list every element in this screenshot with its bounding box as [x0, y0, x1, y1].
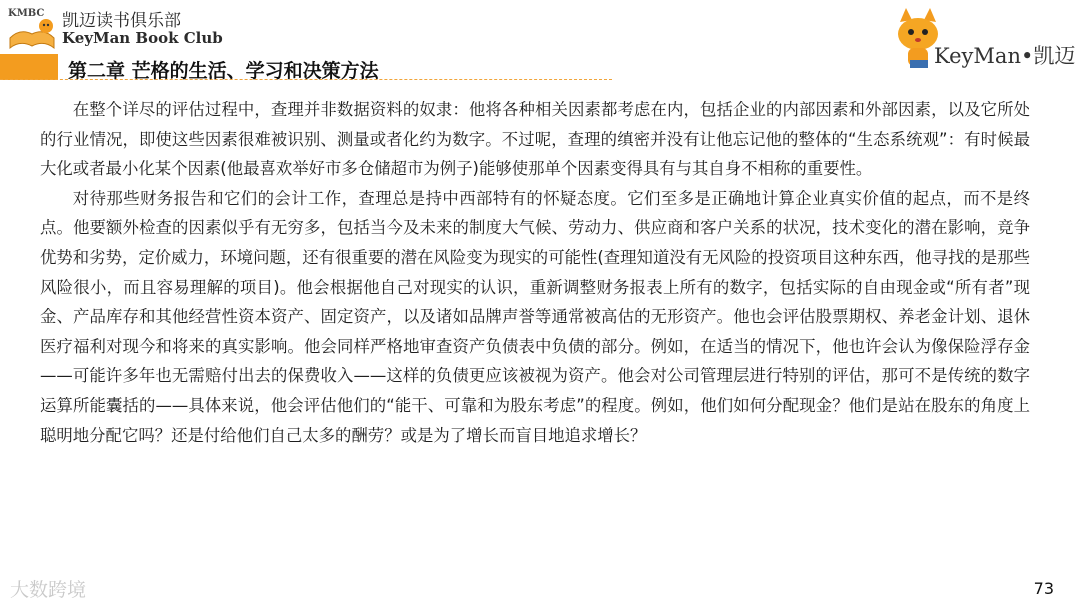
brand-name-cn: 凯迈读书俱乐部: [62, 11, 181, 31]
page-number: 73: [1033, 579, 1054, 598]
chapter-title: 第二章 芒格的生活、学习和决策方法: [68, 60, 379, 82]
paragraph-1: 在整个详尽的评估过程中，查理并非数据资料的奴隶：他将各种相关因素都考虑在内，包括企业的内部因素和外部因素，以及它所处的行业情况，即使这些因素很难被识别、测量或者化约为数字。不过呢，查理的缜密并没有让他忘记他的整体的“生态系统观”：有时候最大化或者最小化某个因素(他最喜欢举好市多仓储超市为例子)能够使那单个因素变得具有与其自身不相称的重要性。: [40, 100, 1030, 179]
watermark: 大数跨境: [10, 579, 87, 601]
brand-name-en: KeyMan Book Club: [62, 29, 223, 47]
body-text: [40, 95, 1030, 450]
keyman-logo-text: KeyMan•凯迈: [934, 44, 1076, 68]
header-accent-block: [0, 54, 58, 80]
svg-text:KMBC: KMBC: [8, 8, 45, 19]
chapter-header: [0, 54, 612, 80]
paragraph-2: 对待那些财务报告和它们的会计工作，查理总是持中西部特有的怀疑态度。它们至多是正确地计算企业真实价值的起点，而不是终点。他要额外检查的因素似乎有无穷多，包括当今及未来的制度大气候、劳动力、供应商和客户关系的状况，技术变化的潜在影响，竞争优势和劣势，定价威力，环境问题，还有很重要的潜在风险变为现实的可能性(查理知道没有无风险的投资项目这种东西，他寻找的是那些风险很小，而且容易理解的项目)。他会根据他自己对现实的认识，重新调整财务报表上所有的数字，包括实际的自由现金或“所有者”现金、产品库存和其他经营性资本资产、固定资产，以及诸如品牌声誉等通常被高估的无形资产。他也会评估股票期权、养老金计划、退休医疗福利对现今和将来的真实影响。他会同样严格地审查资产负债表中负债的部分。例如，在适当的情况下，他也许会认为像保险浮存金——可能许多年也无需赔付出去的保费收入——这样的负债更应该被视为资产。他会对公司管理层进行特别的评估，那可不是传统的数字运算所能囊括的——具体来说，他会评估他们的“能干、可靠和为股东考虑”的程度。例如，他们如何分配现金？他们是站在股东的角度上聪明地分配它吗？还是付给他们自己太多的酬劳？或是为了增长而盲目地追求增长？: [40, 188, 1030, 445]
kmbc-logo: [6, 4, 58, 56]
